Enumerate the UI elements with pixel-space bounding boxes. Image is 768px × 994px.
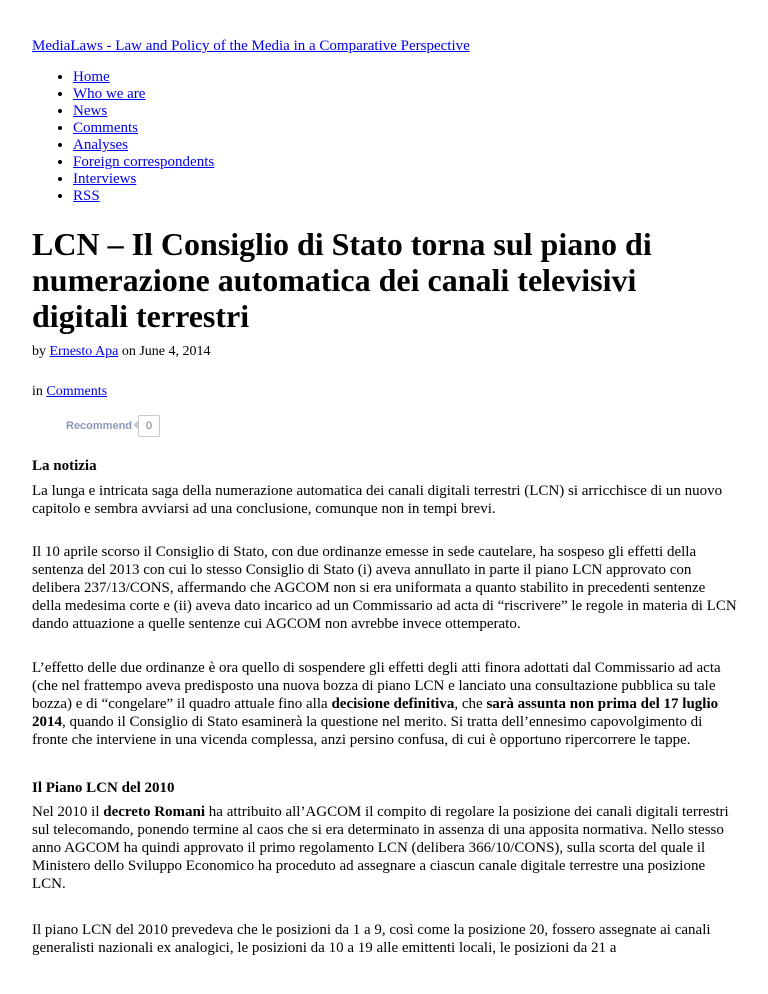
author-link[interactable]: Ernesto Apa: [49, 344, 119, 359]
category-prefix: in: [32, 384, 47, 399]
nav-item-home: [73, 69, 214, 86]
p3-part-a: L’effetto delle due ordinanze è ora quello di sospendere gli effetti degli atti finora adottati dal Commissario ad acta (che nel frattempo aveva predisposto una nuova bozza di piano LCN e lanciato una consultazione pubblica su tale bozza) e di “congelare” il quadro attuale fino alla: [32, 660, 721, 712]
article-body: [32, 457, 738, 475]
nav-item-news: [73, 103, 214, 120]
p3-part-e: , quando il Consiglio di Stato esaminerà la questione nel merito. Si tratta dell’ennesimo capovolgimento di fronte che interviene in una vicenda complessa, anzi persino confusa, di cui è opportuno ripercorrere le tappe.: [32, 714, 703, 748]
section-heading-piano: [32, 779, 738, 797]
nav-link-news[interactable]: News: [73, 103, 108, 119]
section-heading-la-notizia: La notizia: [32, 458, 97, 474]
paragraph-5-text: Il piano LCN del 2010 prevedeva che le posizioni da 1 a 9, così come la posizione 20, fossero assegnate ai canali generalisti nazionali ex analogici, le posizioni da 10 a 19 alle emittenti locali, le posizioni da 21 a: [32, 922, 711, 956]
recommend-button[interactable]: Recommend: [66, 420, 133, 432]
byline-prefix: by: [32, 344, 50, 359]
nav-item-comments: [73, 120, 214, 137]
p3-part-c: , che: [454, 696, 487, 712]
nav-item-analyses: [73, 137, 214, 154]
paragraph-3: [32, 659, 738, 749]
nav-link-rss[interactable]: RSS: [73, 188, 100, 204]
nav-item-rss: [73, 188, 214, 205]
nav-link-analyses[interactable]: Analyses: [73, 137, 128, 153]
section-heading-piano-text: Il Piano LCN del 2010: [32, 780, 175, 796]
nav-link-interviews[interactable]: Interviews: [73, 171, 137, 187]
paragraph-5: [32, 921, 738, 957]
paragraph-2: [32, 543, 738, 633]
p4-part-a: Nel 2010 il: [32, 804, 104, 820]
paragraph-2-text: Il 10 aprile scorso il Consiglio di Stato, con due ordinanze emesse in sede cautelare, ha sospeso gli effetti della sentenza del 2013 con cui lo stesso Consiglio di Stato (i) aveva annullato in parte il piano LCN approvato con delibera 237/13/CONS, affermando che AGCOM non si era uniformata a quanto stabilito in precedenti sentenze della medesima corte e (ii) aveva dato incarico ad un Commissario ad acta di “riscrivere” le regole in materia di LCN dando attuazione a quelle sentenze cui AGCOM non avrebbe invece ottemperato.: [32, 544, 737, 632]
nav-link-home[interactable]: Home: [73, 69, 110, 85]
paragraph-1: [32, 482, 738, 518]
nav-link-foreign-correspondents[interactable]: Foreign correspondents: [73, 154, 215, 170]
p3-bold-decision: decisione definitiva: [331, 696, 455, 712]
article-date: on June 4, 2014: [118, 344, 211, 359]
article-category: [32, 383, 107, 401]
article-title: LCN – Il Consiglio di Stato torna sul piano di numerazione automatica dei canali televisivi digitali terrestri: [32, 226, 652, 334]
article-byline: [32, 343, 211, 361]
paragraph-4: [32, 803, 738, 893]
recommend-widget: [66, 415, 160, 437]
category-link[interactable]: Comments: [46, 384, 108, 399]
nav-link-who-we-are[interactable]: Who we are: [73, 86, 146, 102]
paragraph-4-text: [32, 803, 738, 893]
paragraph-3-text: [32, 659, 738, 749]
paragraph-1-text: La lunga e intricata saga della numerazione automatica dei canali digitali terrestri (LCN) si arricchisce di un nuovo capitolo e sembra avviarsi ad una conclusione, comunque non in tempi brevi.: [32, 483, 723, 517]
main-nav: [32, 69, 214, 205]
p4-bold-decreto: decreto Romani: [103, 804, 206, 820]
nav-item-foreign-correspondents: [73, 154, 214, 171]
recommend-count: 0: [138, 415, 160, 437]
nav-link-comments[interactable]: Comments: [73, 120, 139, 136]
p4-part-c: ha attribuito all’AGCOM il compito di regolare la posizione dei canali digitali terrestri sul telecomando, ponendo termine al caos che si era determinato in assenza di una apposita normativa. Nello stesso anno AGCOM ha quindi approvato il primo regolamento LCN (delibera 366/10/CONS), sulla scorta del quale il Ministero dello Sviluppo Economico ha proceduto ad assegnare a ciascun canale digitale terrestre una posizione LCN.: [32, 804, 729, 892]
nav-item-who-we-are: [73, 86, 214, 103]
p3-bold-date: sarà assunta non prima del 17 luglio 2014: [32, 696, 719, 730]
site-title-link[interactable]: MediaLaws - Law and Policy of the Media in a Comparative Perspective: [32, 38, 470, 54]
nav-item-interviews: [73, 171, 214, 188]
